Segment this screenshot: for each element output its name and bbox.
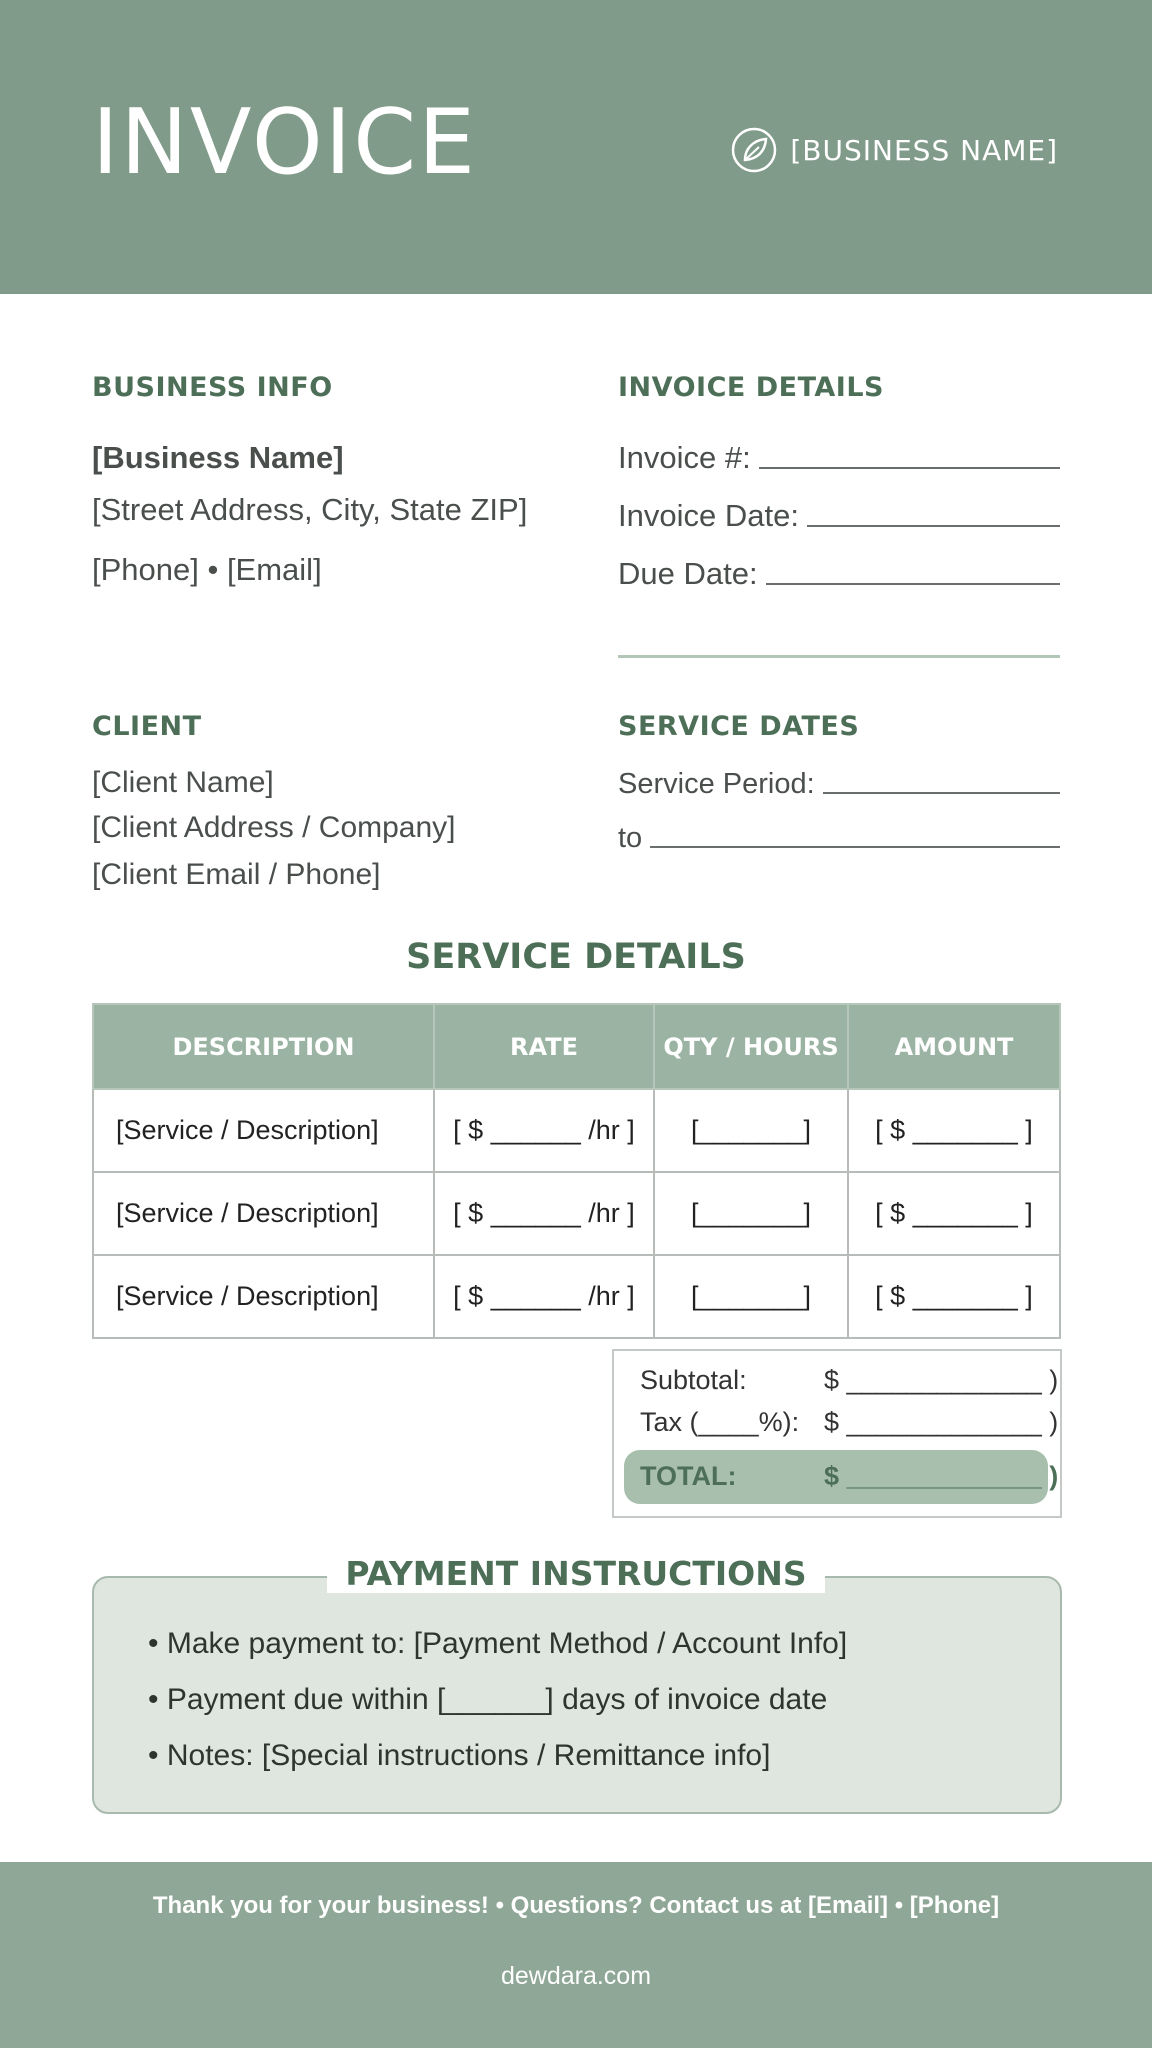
invoice-date-field[interactable] <box>618 498 1060 534</box>
service-period-blank[interactable] <box>823 792 1060 794</box>
due-date-field[interactable] <box>618 556 1060 592</box>
page-title: INVOICE <box>92 90 477 195</box>
table-header-row <box>93 1004 1060 1089</box>
tax-value[interactable]: $ _____________ ) <box>824 1407 1059 1437</box>
service-details-title: SERVICE DETAILS <box>406 937 746 977</box>
footer-thank-you: Thank you for your business! • Questions? Contact us at [Email] • [Phone] <box>152 1892 1000 1919</box>
payment-item: • Make payment to: [Payment Method / Account Info] <box>148 1627 848 1660</box>
payment-instructions-heading: PAYMENT INSTRUCTIONS <box>327 1554 824 1593</box>
leaf-icon <box>730 126 778 174</box>
subtotal-value[interactable]: $ _____________ ) <box>824 1365 1059 1395</box>
column-header-qty-hours: QTY / HOURS <box>654 1004 848 1089</box>
invoice-number-field[interactable] <box>618 440 1060 476</box>
client-heading: CLIENT <box>92 711 202 742</box>
client-name: [Client Name] <box>92 766 274 799</box>
payment-item: • Payment due within [______] days of invoice date <box>148 1683 828 1716</box>
description-cell[interactable]: [Service / Description] <box>93 1089 434 1172</box>
total-label: TOTAL: <box>640 1461 737 1491</box>
payment-item: • Notes: [Special instructions / Remittance info] <box>148 1739 771 1772</box>
description-cell[interactable]: [Service / Description] <box>93 1172 434 1255</box>
tax-label[interactable]: Tax (____%): <box>640 1407 800 1437</box>
rate-cell[interactable]: [ $ ______ /hr ] <box>434 1172 654 1255</box>
client-address: [Client Address / Company] <box>92 811 456 844</box>
column-header-amount: AMOUNT <box>848 1004 1060 1089</box>
totals-box <box>612 1349 1062 1518</box>
invoice-date-blank[interactable] <box>807 525 1060 527</box>
business-name: [Business Name] <box>92 440 344 475</box>
column-header-description: DESCRIPTION <box>93 1004 434 1089</box>
amount-cell[interactable]: [ $ _______ ] <box>848 1172 1060 1255</box>
service-dates-heading: SERVICE DATES <box>618 711 860 742</box>
amount-cell[interactable]: [ $ _______ ] <box>848 1255 1060 1338</box>
business-info-heading: BUSINESS INFO <box>92 372 333 403</box>
invoice-number-label: Invoice #: <box>618 440 751 475</box>
business-contact: [Phone] • [Email] <box>92 552 322 587</box>
amount-cell[interactable]: [ $ _______ ] <box>848 1089 1060 1172</box>
client-contact: [Client Email / Phone] <box>92 858 381 891</box>
footer-website: dewdara.com <box>500 1962 652 1990</box>
table-row <box>93 1172 1060 1255</box>
service-period-to-label: to <box>618 822 643 854</box>
due-date-label: Due Date: <box>618 556 758 591</box>
qty-cell[interactable]: [_______] <box>654 1255 848 1338</box>
qty-cell[interactable]: [_______] <box>654 1172 848 1255</box>
total-value[interactable]: $ _____________ ) <box>824 1461 1059 1491</box>
service-period-end-field[interactable] <box>618 822 1060 855</box>
invoice-footer <box>0 1862 1152 2048</box>
rate-cell[interactable]: [ $ ______ /hr ] <box>434 1255 654 1338</box>
invoice-number-blank[interactable] <box>759 467 1060 469</box>
payment-instructions-title <box>0 1554 1152 1593</box>
brand-name: [BUSINESS NAME] <box>790 133 1058 167</box>
invoice-details-heading: INVOICE DETAILS <box>618 372 884 403</box>
due-date-blank[interactable] <box>766 583 1060 585</box>
column-header-rate: RATE <box>434 1004 654 1089</box>
qty-cell[interactable]: [_______] <box>654 1089 848 1172</box>
service-period-end-blank[interactable] <box>650 846 1060 848</box>
description-cell[interactable]: [Service / Description] <box>93 1255 434 1338</box>
service-period-label: Service Period: <box>618 768 815 800</box>
table-row <box>93 1089 1060 1172</box>
service-table <box>92 1003 1061 1339</box>
details-divider <box>618 655 1060 658</box>
service-period-field[interactable] <box>618 768 1060 801</box>
brand <box>730 126 1058 174</box>
invoice-date-label: Invoice Date: <box>618 498 799 533</box>
table-row <box>93 1255 1060 1338</box>
rate-cell[interactable]: [ $ ______ /hr ] <box>434 1089 654 1172</box>
subtotal-label: Subtotal: <box>640 1365 747 1395</box>
business-address: [Street Address, City, State ZIP] <box>92 492 528 527</box>
